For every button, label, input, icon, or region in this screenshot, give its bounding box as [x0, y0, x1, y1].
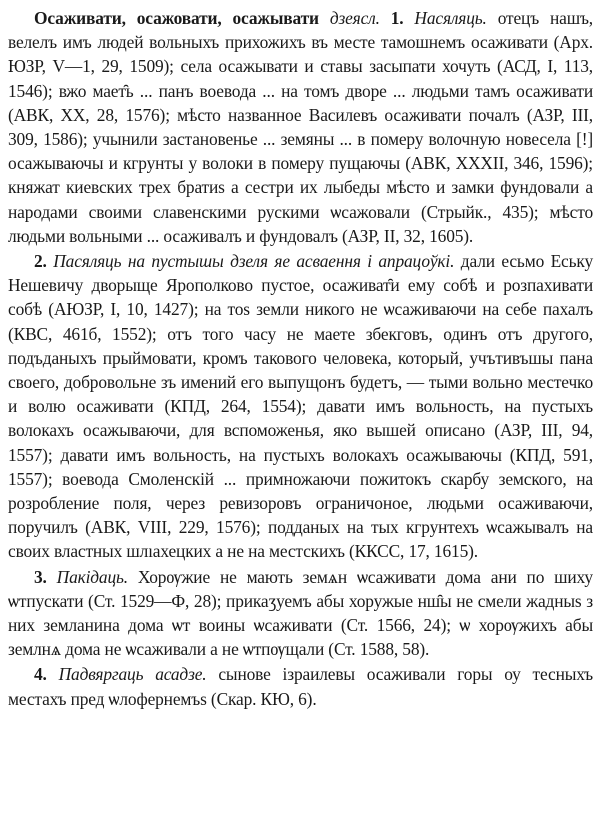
- sense-4: [8, 662, 593, 710]
- sense-3: [8, 565, 593, 662]
- part-of-speech: дзеясл.: [329, 8, 380, 28]
- sense-gloss: Насяляць.: [414, 8, 487, 28]
- sense-citations: сынове ізраилевы осаживали горы оу тесныхъ местахъ пред ѡлофернемъѕ (Скар. КЮ, 6).: [8, 664, 593, 709]
- sense-citations: Хорѹжие не мають земѧн ѡсаживати дома ани по шиху ѡтпускати (Ст. 1529—Ф, 28); прикаӡуемъ абы хоружые нш̑ы не смели жадныѕ з них земланина дома ѡт воины ѡсаживати (Ст. 1566, 24); ѡ хорѹжихъ абы землнѧ дома не ѡсаживали а не ѡтпѹщали (Ст. 1588, 58).: [8, 566, 593, 660]
- sense-gloss: Пакідаць.: [56, 566, 128, 587]
- sense-2: [8, 249, 593, 564]
- sense-number: 3.: [34, 566, 47, 587]
- sense-number: 4.: [34, 664, 47, 685]
- sense-citations: отецъ нашъ, велелъ имъ людей вольныхъ прихожихъ въ месте тамошнемъ осаживати (Арх. ЮЗР, V—1, 29, 1509); села осажывати и ставы засыпати хочуть (АСД, I, 113, 1546); вжо мает̑ь ... панъ воевода ... на томъ дворе ... людьми тамъ осаживати (АВК, XX, 28, 1576); мѣсто названное Василевъ осаживати почалъ (АЗР, III, 309, 1586); учынили застановенье ... земяны ... в померу волочную новесела [!] осажываючы и кгрунты у волоки в померу пущаючы (АВК, XXXII, 346, 1596); княжат киевских трех братиѕ а сестри их лыбеды мѣсто и замки фундовали а народами своими славенскими рускими ѡсажовали (Стрыйк., 435); мѣсто людьми вольными ... осаживалъ и фундовалъ (АЗР, II, 32, 1605).: [8, 8, 593, 246]
- headword: Осаживати, осажовати, осажывати: [34, 8, 319, 28]
- sense-1: [8, 6, 593, 248]
- sense-citations: дали есьмо Еську Нешевичу дворыще Ярополково пустое, осаживат̑и ему собѣ и розпахивати собѣ (АЮЗР, I, 10, 1427); на тоѕ земли никого не ѡсаживаючи на себе пахалъ (КВС, 461б, 1552); отъ того часу не маете збекговъ, одинъ отъ другого, подъданыхъ прыймовати, кромъ такового человека, который, учътивъшы пана своего, добровольне зъ имений его выпущонъ будетъ, — тыми вольно местечко и волю осаживати (КПД, 264, 1554); давати имъ вольность, на пустыхъ волокахъ осажываючи, для вспоможенья, яко вышей описано (АЗР, III, 94, 1557); давати имъ вольность, на пустыхъ волокахъ осажываючы (КПД, 591, 1557); воевода Смоленскій ... примножаючи пожитокъ скарбу земского, на розробление поля, через ревизоровъ ограничоное, людьми осаживаючи, поручилъ (АВК, VIII, 229, 1576); подданых на тых кгрунтехъ ѡсажывалъ на своих властных шлıахецких а не на местскихъ (ККСС, 17, 1615).: [8, 251, 594, 562]
- sense-gloss: Пасяляць на пустышы дзеля яе асваення і апрацоўкі.: [53, 251, 455, 272]
- sense-gloss: Падвяргаць асадзе.: [58, 664, 207, 685]
- sense-number: 1.: [390, 8, 404, 28]
- sense-number: 2.: [34, 251, 47, 272]
